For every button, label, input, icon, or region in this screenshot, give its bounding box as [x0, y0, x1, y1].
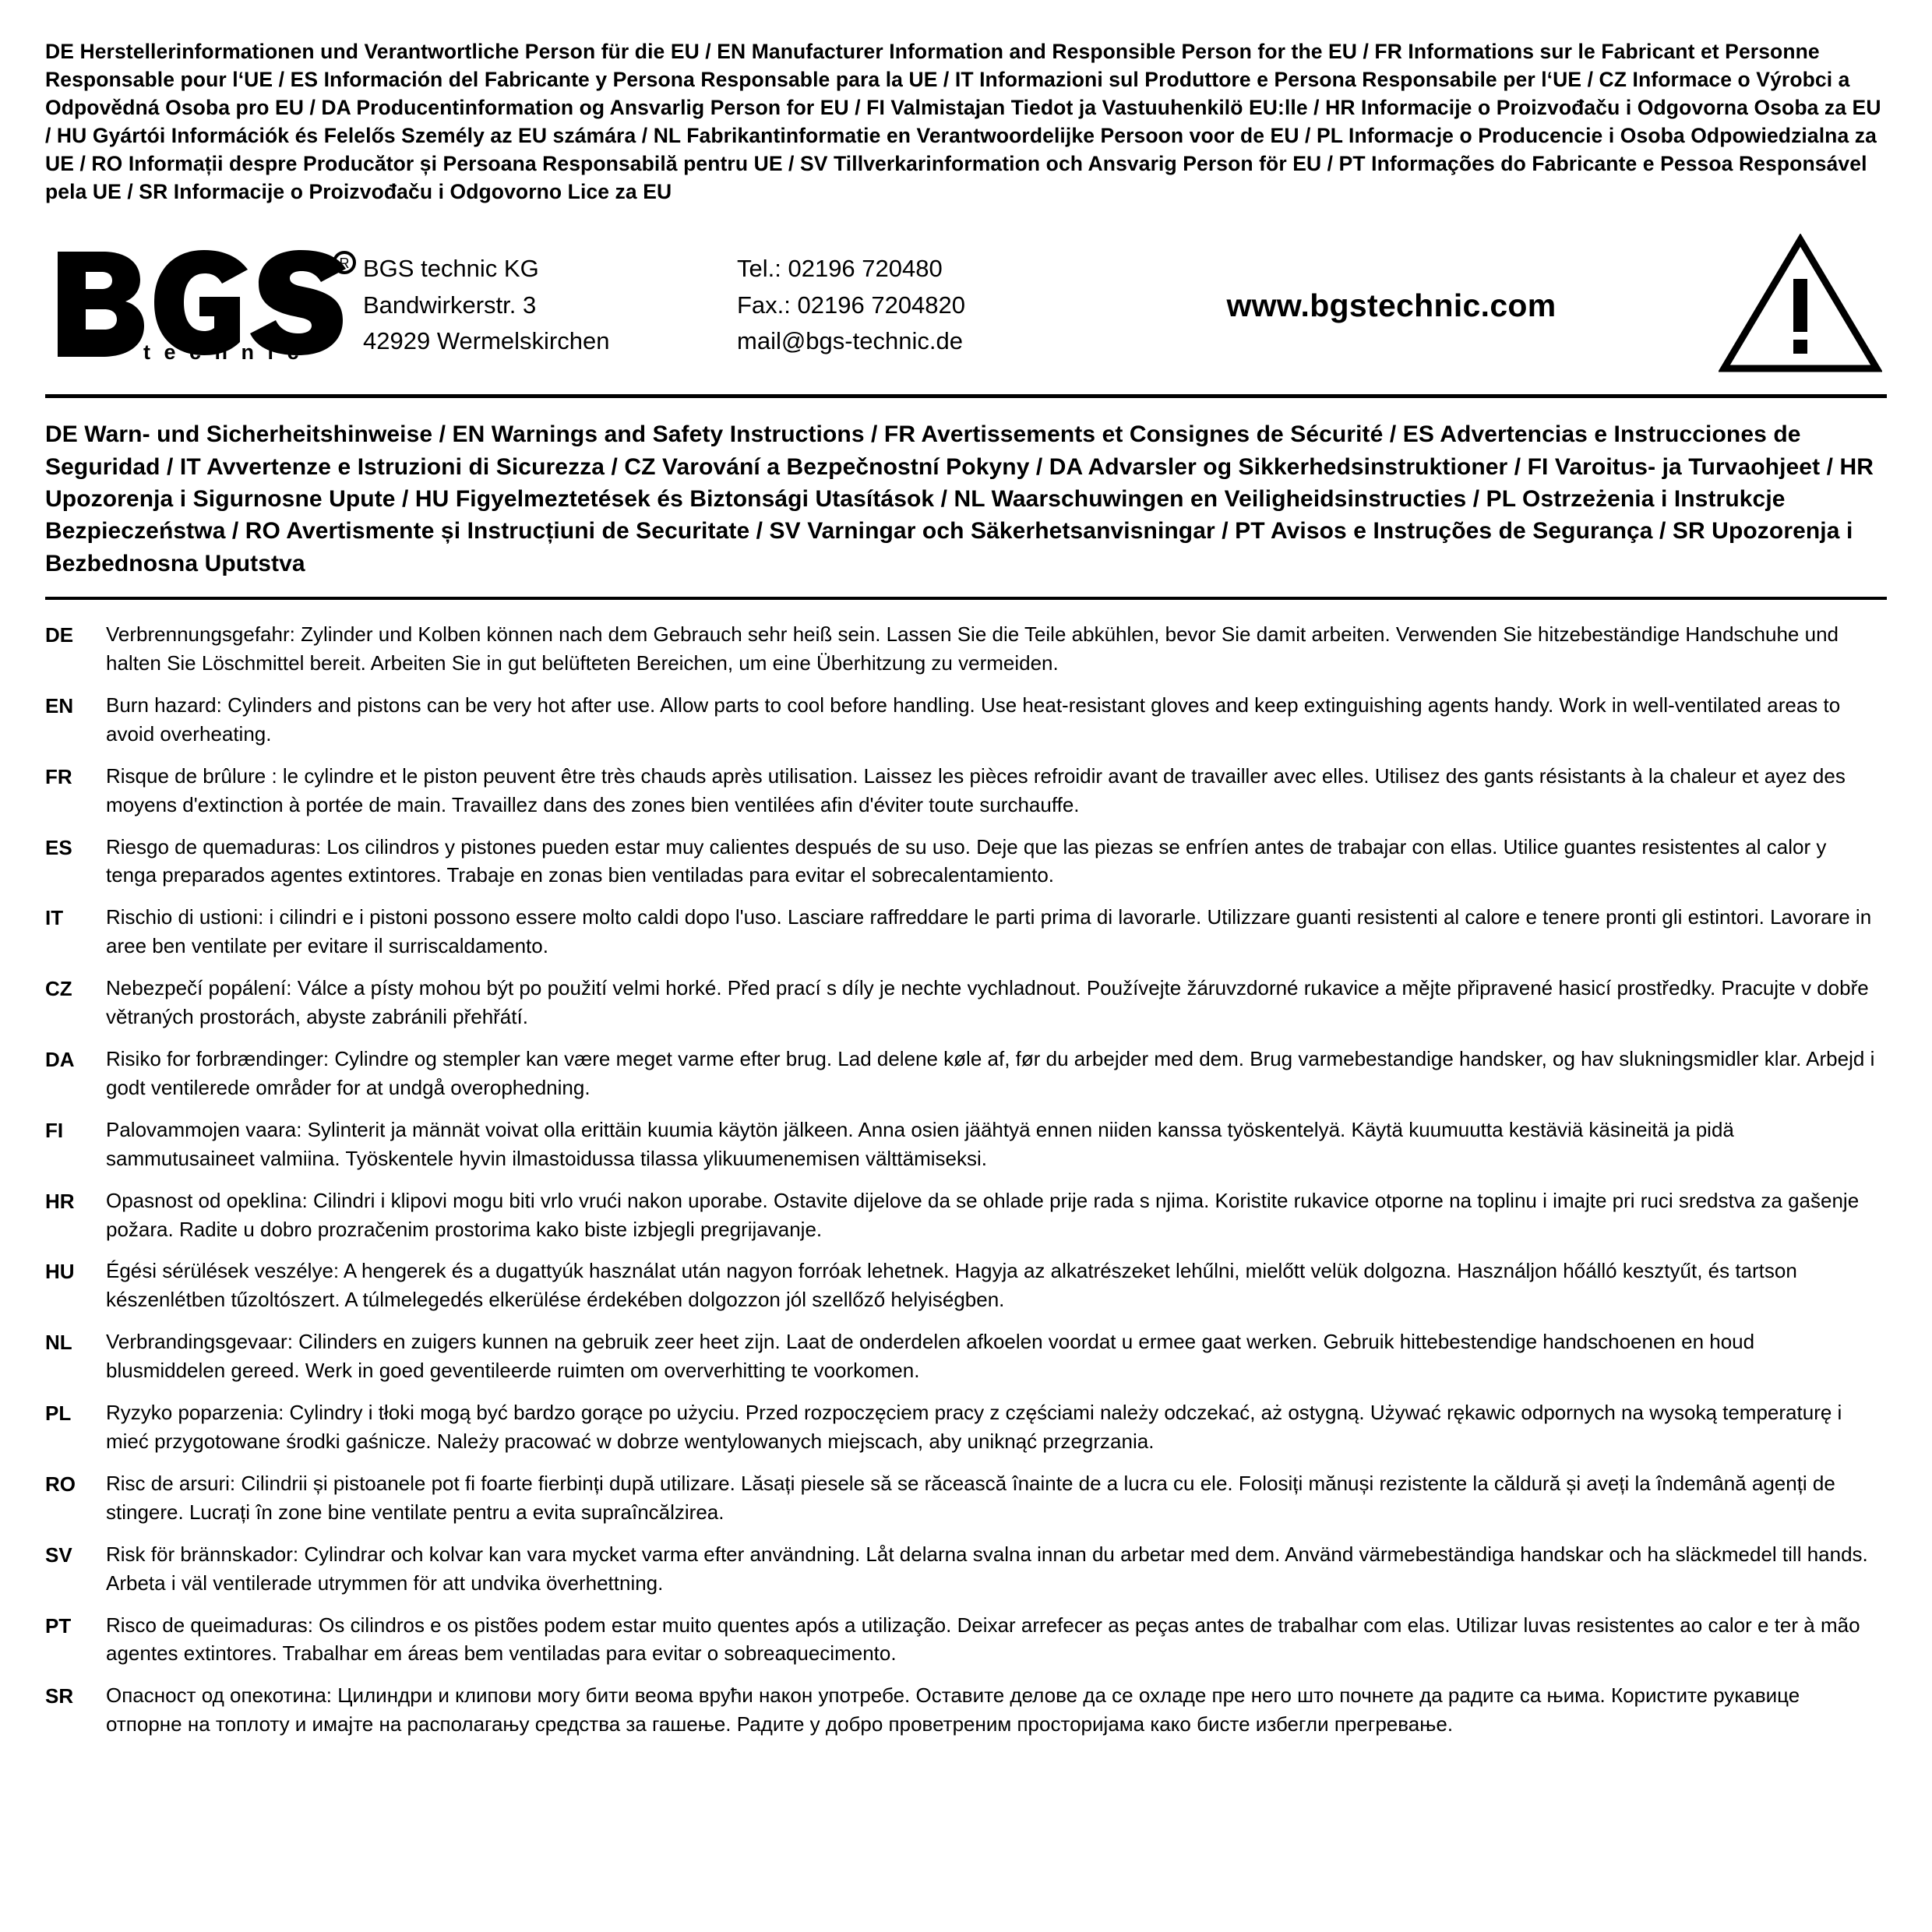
- warning-text: Rischio di ustioni: i cilindri e i pistoni possono essere molto caldi dopo l'uso. Lasciare raffreddare le parti prima di lavorarle. Utilizzare guanti resistenti al calore e tenere pronti gli estintori. Lavorare in aree ben ventilate per evitare il surriscaldamento.: [106, 905, 1872, 958]
- warning-row-de: [45, 620, 1887, 678]
- warning-text: Risiko for forbrændinger: Cylindre og stempler kan være meget varme efter brug. Lad delene køle af, før du arbejder med dem. Brug varmebestandige handsker, og hav slukningsmidler klar. Arbejd i godt ventilerede områder for at undgå overophedning.: [106, 1047, 1875, 1099]
- warning-text: Opasnost od opeklina: Cilindri i klipovi mogu biti vrlo vrući nakon uporabe. Ostavite dijelove da se ohlade prije rada s njima. Koristite rukavice otporne na toplinu i imajte pri ruci sredstva za gašenje požara. Radite u dobro prozračenim prostorima kako biste izbjegli pregrijavanje.: [106, 1188, 1860, 1241]
- manufacturer-information-header: DE Herstellerinformationen und Verantwortliche Person für die EU / EN Manufacturer Information and Responsible Person for the EU / FR Informations sur le Fabricant et Personne Responsable pour l‘UE / ES Información del Fabricante y Persona Responsable para la UE / IT Informazioni sul Produttore e Persona Responsabile per l‘UE / CZ Informace o Výrobci a Odpovědná Osoba pro EU / DA Producentinformation og Ansvarlig Person for EU / FI Valmistajan Tiedot ja Vastuuhenkilö EU:lle / HR Informacije o Proizvođaču i Odgovorna Osoba za EU / HU Gyártói Információk és Felelős Személy az EU számára / NL Fabrikantinformatie en Verantwoordelijke Persoon voor de EU / PL Informacje o Producencie i Osoba Odpowiedzialna za UE / RO Informații despre Producător și Persoana Responsabilă pentru UE / SV Tillverkarinformation och Ansvarig Person för EU / PT Informações do Fabricante e Pessoa Responsável pela UE / SR Informacije o Proizvođaču i Odgovorno Lice za EU: [45, 40, 1881, 204]
- warning-row-en: [45, 691, 1887, 749]
- warning-text: Burn hazard: Cylinders and pistons can be very hot after use. Allow parts to cool before handling. Use heat-resistant gloves and keep extinguishing agents handy. Work in well-ventilated areas to avoid overheating.: [106, 693, 1841, 746]
- language-code: DA: [45, 1048, 75, 1072]
- warning-text: Égési sérülések veszélye: A hengerek és a dugattyúk használat után nagyon forróak lehetnek. Hagyja az alkatrészeket lehűlni, mielőtt velük dolgozna. Használjon hőálló kesztyűt, és tartson készenlétben tűzoltószert. A túlmelegedés elkerülése érdekében dolgozzon jól szellőző helyiségben.: [106, 1259, 1797, 1312]
- warning-text: Risk för brännskador: Cylindrar och kolvar kan vara mycket varma efter användning. Låt delarna svalna innan du arbetar med dem. Använd värmebeständiga handskar och ha släckmedel till hands. Arbeta i väl ventilerade utrymmen för att undvika överhettning.: [106, 1542, 1868, 1595]
- warning-row-it: [45, 903, 1887, 961]
- warning-row-fr: [45, 762, 1887, 820]
- warning-row-pt: [45, 1611, 1887, 1669]
- company-street: Bandwirkerstr. 3: [363, 291, 537, 319]
- warning-row-ro: [45, 1469, 1887, 1527]
- language-code: CZ: [45, 977, 72, 1001]
- language-code: PT: [45, 1613, 72, 1638]
- language-code: EN: [45, 693, 74, 717]
- warning-text: Ryzyko poparzenia: Cylindry i tłoki mogą być bardzo gorące po użyciu. Przed rozpoczęciem pracy z częściami należy odczekać, aż ostygną. Używać rękawic odpornych na wysoką temperaturę i mieć przygotowane środki gaśnicze. Należy pracować w dobrze wentylowanych miejscach, aby uniknąć przegrzania.: [106, 1401, 1842, 1453]
- company-information-bar: [45, 226, 1887, 398]
- warning-row-cz: [45, 974, 1887, 1031]
- warning-language-list: [45, 620, 1887, 1739]
- warning-row-sr: [45, 1681, 1887, 1739]
- warning-row-hu: [45, 1257, 1887, 1314]
- bgs-logo: [45, 245, 363, 362]
- warning-text: Riesgo de quemaduras: Los cilindros y pistones pueden estar muy calientes después de su uso. Deje que las piezas se enfríen antes de trabajar con ellas. Utilice guantes resistentes al calor y tenga preparados agentes extintores. Trabaje en zonas bien ventiladas para evitar el sobrecalentamiento.: [106, 834, 1827, 887]
- warning-text: Risc de arsuri: Cilindrii și pistoanele pot fi foarte fierbinți după utilizare. Lăsați piesele să se răcească înainte de a lucra cu ele. Folosiți mănuși rezistente la căldură și aveți la îndemână agenți de stingere. Lucrați în zone bine ventilate pentru a evita supraîncălzirea.: [106, 1471, 1835, 1524]
- company-address: [363, 248, 737, 360]
- language-code: HU: [45, 1260, 75, 1284]
- language-code: SV: [45, 1542, 72, 1567]
- warnings-and-safety-instructions-header: DE Warn- und Sicherheitshinweise / EN Warnings and Safety Instructions / FR Avertissements et Consignes de Sécurité / ES Advertencias e Instrucciones de Seguridad / IT Avvertenze e Istruzioni di Sicurezza / CZ Varování a Bezpečnostní Pokyny / DA Advarsler og Sikkerhedsinstruktioner / FI Varoitus- ja Turvaohjeet / HR Upozorenja i Sigurnosne Upute / HU Figyelmeztetések és Biztonsági Utasítások / NL Waarschuwingen en Veiligheidsinstructies / PL Ostrzeżenia i Instrukcje Bezpieczeństwa / RO Avertismente și Instrucțiuni de Securitate / SV Varningar och Säkerhetsanvisningar / PT Avisos e Instruções de Segurança / SR Upozorenja i Bezbednosna Uputstva: [45, 418, 1887, 600]
- company-telephone: Tel.: 02196 720480: [737, 255, 943, 283]
- warning-text: Risco de queimaduras: Os cilindros e os pistões podem estar muito quentes após a utilização. Deixar arrefecer as peças antes de trabalhar com elas. Utilizar luvas resistentes ao calor e ter à mão agentes extintores. Trabalhar em áreas bem ventiladas para evitar o sobreaquecimento.: [106, 1613, 1860, 1666]
- warning-text: Verbrennungsgefahr: Zylinder und Kolben können nach dem Gebrauch sehr heiß sein. Lassen Sie die Teile abkühlen, bevor Sie damit arbeiten. Verwenden Sie hitzebeständige Handschuhe und halten Sie Löschmittel bereit. Arbeiten Sie in gut belüfteten Bereichen, um eine Überhitzung zu vermeiden.: [106, 622, 1839, 675]
- company-website: www.bgstechnic.com: [1226, 287, 1557, 323]
- warning-row-nl: [45, 1327, 1887, 1385]
- svg-text:t e c h n i c: t e c h n i c: [143, 340, 303, 363]
- warning-row-pl: [45, 1398, 1887, 1456]
- warning-text: Verbrandingsgevaar: Cilinders en zuigers kunnen na gebruik zeer heet zijn. Laat de onderdelen afkoelen voordat u ermee gaat werken. Gebruik hittebestendige handschoenen en houd blusmiddelen gereed. Werk in goed geventileerde ruimten om oververhitting te voorkomen.: [106, 1330, 1755, 1383]
- warning-row-sv: [45, 1540, 1887, 1598]
- language-code: FR: [45, 764, 72, 788]
- language-code: RO: [45, 1472, 76, 1496]
- warning-text: Nebezpečí popálení: Válce a písty mohou být po použití velmi horké. Před prací s díly je nechte vychladnout. Používejte žáruvzdorné rukavice a mějte připravené hasicí prostředky. Pracujte v dobře větraných prostorách, abyste zabránili přehřátí.: [106, 976, 1869, 1029]
- company-contact: [737, 248, 1080, 360]
- warning-row-fi: [45, 1116, 1887, 1173]
- language-code: PL: [45, 1401, 72, 1426]
- language-code: NL: [45, 1331, 72, 1355]
- language-code: HR: [45, 1189, 75, 1213]
- language-code: SR: [45, 1684, 74, 1708]
- warning-triangle-icon: [1703, 234, 1887, 374]
- warning-text: Palovammojen vaara: Sylinterit ja männät voivat olla erittäin kuumia käytön jälkeen. Anna osien jäähtyä ennen niiden kanssa työskentelyä. Käytä kuumuutta kestäviä käsineitä ja pidä sammutusaineet valmiina. Työskentele hyvin ilmastoidussa tilassa ylikuumenemisen välttämiseksi.: [106, 1117, 1734, 1170]
- company-name: BGS technic KG: [363, 255, 539, 283]
- warning-row-da: [45, 1045, 1887, 1102]
- warning-text: Опасност од опекотина: Цилиндри и клипови могу бити веома врући након употребе. Оставите делове да се охладе пре него што почнете да радите са њима. Користите рукавице отпорне на топлоту и имајте на располагању средства за гашење. Радите у добро проветреним просторијама како бисте избегли прегревање.: [106, 1683, 1800, 1736]
- language-code: ES: [45, 835, 72, 859]
- company-city: 42929 Wermelskirchen: [363, 327, 610, 355]
- company-fax: Fax.: 02196 7204820: [737, 291, 966, 319]
- svg-text:R: R: [339, 256, 350, 272]
- warning-row-es: [45, 833, 1887, 890]
- language-code: DE: [45, 623, 74, 647]
- warning-text: Risque de brûlure : le cylindre et le piston peuvent être très chauds après utilisation. Laissez les pièces refroidir avant de travailler avec elles. Utilisez des gants résistants à la chaleur et ayez des moyens d'extinction à portée de main. Travaillez dans des zones bien ventilées afin d'éviter toute surchauffe.: [106, 763, 1846, 816]
- warning-row-hr: [45, 1186, 1887, 1244]
- language-code: IT: [45, 906, 64, 930]
- language-code: FI: [45, 1118, 64, 1142]
- company-email: mail@bgs-technic.de: [737, 327, 963, 355]
